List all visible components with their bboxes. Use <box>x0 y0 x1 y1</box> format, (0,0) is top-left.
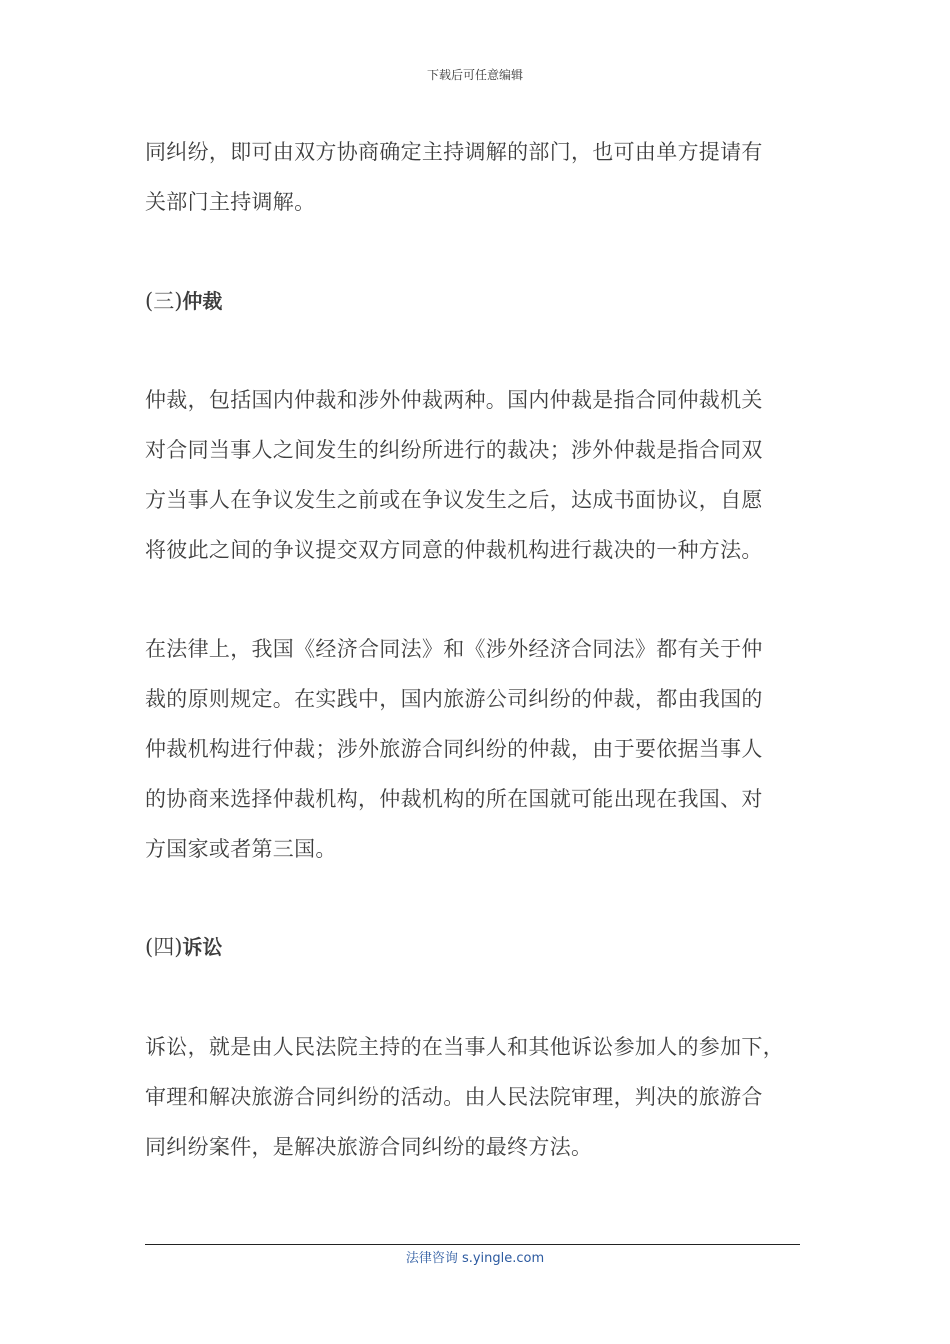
footer-divider <box>145 1244 800 1245</box>
paragraph-line: 审理和解决旅游合同纠纷的活动。由人民法院审理，判决的旅游合 <box>145 1085 763 1109</box>
footer-link[interactable]: 法律咨询 s.yingle.com <box>405 1251 545 1266</box>
paragraph-line: 仲裁，包括国内仲裁和涉外仲裁两种。国内仲裁是指合同仲裁机关 <box>145 388 763 412</box>
paragraph-line: 同纠纷案件，是解决旅游合同纠纷的最终方法。 <box>145 1135 593 1159</box>
paragraph-line: 在法律上，我国《经济合同法》和《涉外经济合同法》都有关于仲 <box>145 637 763 661</box>
paragraph-line: 同纠纷，即可由双方协商确定主持调解的部门，也可由单方提请有 <box>145 140 763 164</box>
paragraph-line: 诉讼，就是由人民法院主持的在当事人和其他诉讼参加人的参加下， <box>145 1035 784 1059</box>
paragraph-line: 方国家或者第三国。 <box>145 837 337 861</box>
paragraph-line: 仲裁机构进行仲裁；涉外旅游合同纠纷的仲裁，由于要依据当事人 <box>145 737 763 761</box>
section-number: (三) <box>145 289 183 313</box>
paragraph-arbitration-law <box>145 624 805 874</box>
paragraph-line: 的协商来选择仲裁机构，仲裁机构的所在国就可能出现在我国、对 <box>145 787 763 811</box>
paragraph-arbitration-definition <box>145 375 805 575</box>
paragraph-line: 方当事人在争议发生之前或在争议发生之后，达成书面协议，自愿 <box>145 488 763 512</box>
section-number: (四) <box>145 935 183 959</box>
section-heading-litigation <box>145 922 805 972</box>
paragraph-line: 关部门主持调解。 <box>145 190 316 214</box>
paragraph-line: 将彼此之间的争议提交双方同意的仲裁机构进行裁决的一种方法。 <box>145 538 763 562</box>
paragraph-mediation-continued <box>145 127 805 227</box>
section-heading-arbitration <box>145 276 805 326</box>
page-header: 下载后可任意编辑 <box>426 68 523 82</box>
paragraph-line: 裁的原则规定。在实践中，国内旅游公司纠纷的仲裁，都由我国的 <box>145 687 763 711</box>
section-title: 仲裁 <box>182 289 223 313</box>
paragraph-litigation-definition <box>145 1022 805 1172</box>
section-title: 诉讼 <box>182 935 223 959</box>
paragraph-line: 对合同当事人之间发生的纠纷所进行的裁决；涉外仲裁是指合同双 <box>145 438 763 462</box>
